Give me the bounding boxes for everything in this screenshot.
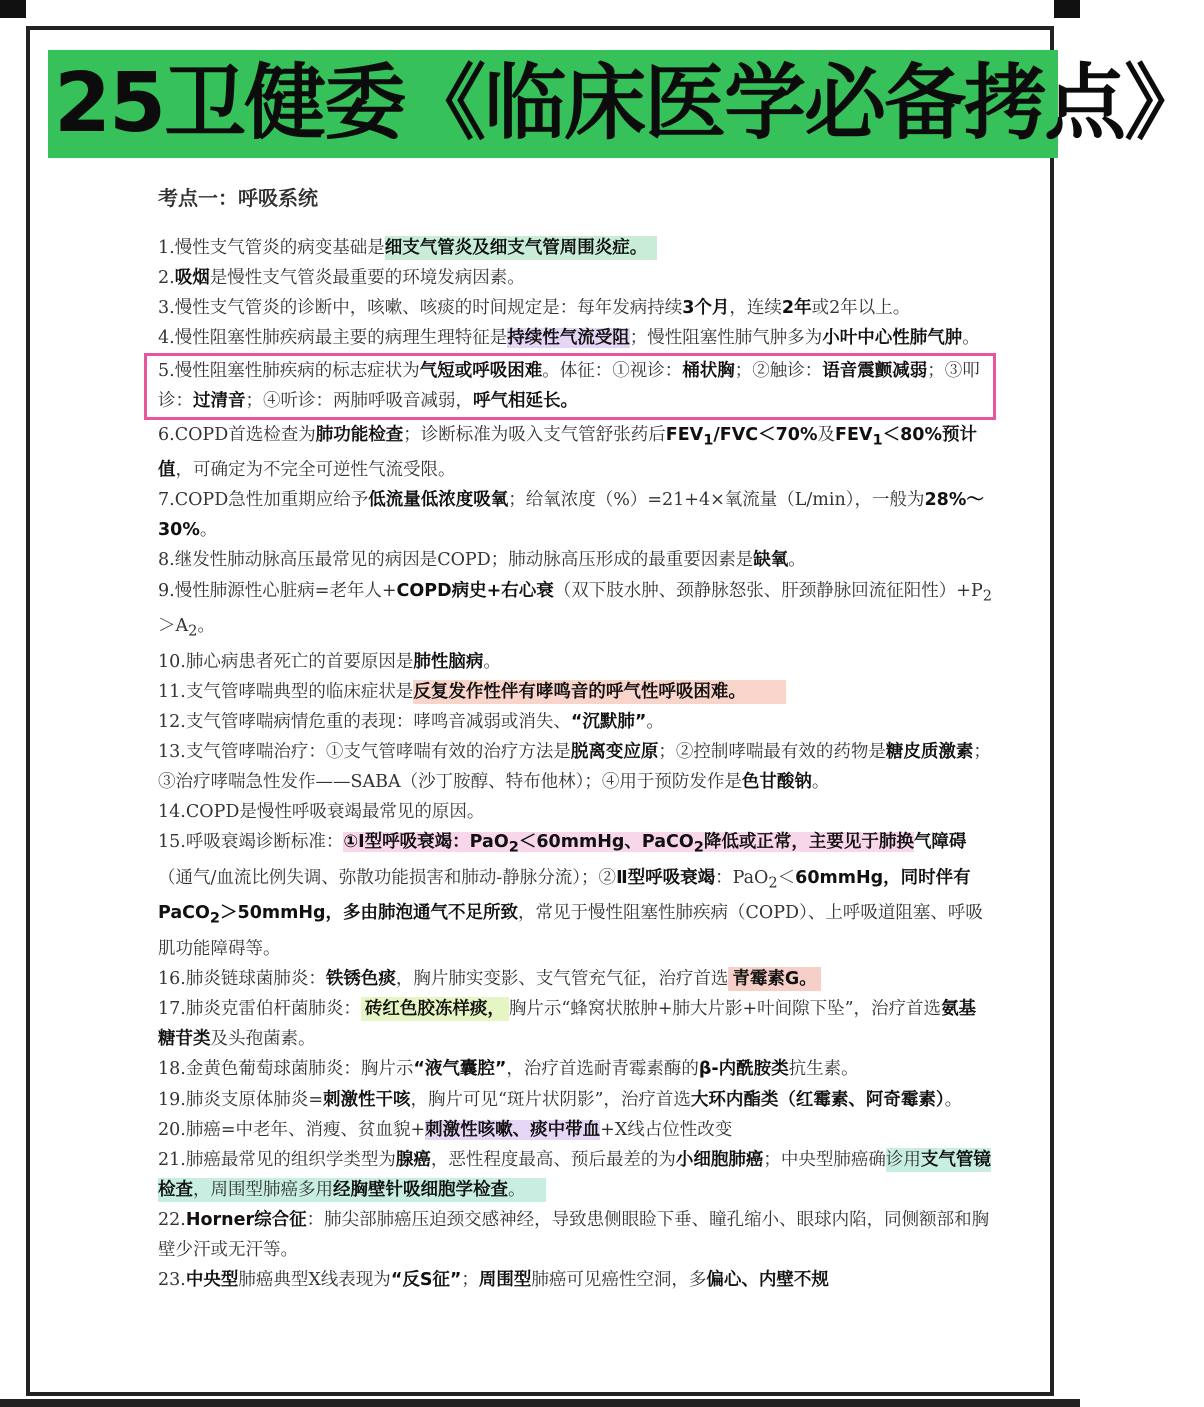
list-item: 13.支气管哮喘治疗：①支气管哮喘有效的治疗方法是脱离变应原；②控制哮喘最有效的药物是糖皮质激素；③治疗哮喘急性发作——SABA（沙丁胺醇、特布他林）；④用于预防发作是色甘酸钠。 bbox=[158, 742, 991, 793]
bottom-edge bbox=[0, 1399, 1080, 1407]
list-item: 23.中央型肺癌典型X线表现为“反S征”；周围型肺癌可见癌性空洞，多偏心、内壁不规 bbox=[158, 1270, 829, 1291]
list-item: 19.肺炎支原体肺炎=刺激性干咳，胸片可见“斑片状阴影”，治疗首选大环内酯类（红霉素、阿奇霉素）。 bbox=[158, 1089, 963, 1110]
list-item: 18.金黄色葡萄球菌肺炎：胸片示“液气囊腔”，治疗首选耐青霉素酶的β-内酰胺类抗生素。 bbox=[158, 1059, 859, 1080]
list-item-boxed: 5.慢性阻塞性肺疾病的标志症状为气短或呼吸困难。体征：①视诊：桶状胸；②触诊：语音震颤减弱；③叩诊：过清音；④听诊：两肺呼吸音减弱，呼气相延长。 bbox=[144, 353, 996, 419]
list-item: 7.COPD急性加重期应给予低流量低浓度吸氧；给氧浓度（%）=21+4×氧流量（L/min），一般为28%～30%。 bbox=[158, 490, 984, 541]
list-item: 6.COPD首选检查为肺功能检查；诊断标准为吸入支气管舒张药后$FEV_1/FVC<70\%$及$FEV_1<80\%$预计值，可确定为不完全可逆性气流受限。 bbox=[158, 424, 977, 481]
list-item: 21.肺癌最常见的组织学类型为腺癌，恶性程度最高、预后最差的为小细胞肺癌；中央型肺癌确诊用支气管镜检查，周围型肺癌多用经胸壁针吸细胞学检查。 bbox=[158, 1149, 991, 1200]
list-item: 11.支气管哮喘典型的临床症状是反复发作性伴有哮鸣音的呼气性呼吸困难。 bbox=[158, 677, 992, 707]
page-title: 25卫健委《临床医学必备拷点》 bbox=[54, 56, 1204, 151]
corner-mark-left bbox=[0, 0, 26, 18]
corner-mark-right bbox=[1054, 0, 1080, 18]
list-item: 9.慢性肺源性心脏病=老年人+COPD病史+右心衰（双下肢水肿、颈静脉怒张、肝颈静脉回流征阳性）$+P_2>A_2$。 bbox=[158, 580, 992, 640]
list-item: 8.继发性肺动脉高压最常见的病因是COPD；肺动脉高压形成的最重要因素是缺氧。 bbox=[158, 550, 806, 571]
item-list bbox=[158, 233, 992, 1295]
list-item: 4.慢性阻塞性肺疾病最主要的病理生理特征是持续性气流受阻；慢性阻塞性肺气肿多为小叶中心性肺气肿。 bbox=[158, 328, 980, 349]
list-item: 14.COPD是慢性呼吸衰竭最常见的原因。 bbox=[158, 802, 485, 823]
list-item: 10.肺心病患者死亡的首要原因是肺性脑病。 bbox=[158, 651, 501, 672]
list-item: 22.Horner综合征：肺尖部肺癌压迫颈交感神经，导致患侧眼睑下垂、瞳孔缩小、眼球内陷，同侧额部和胸壁少汗或无汗等。 bbox=[158, 1209, 990, 1260]
list-item: 15.呼吸衰竭诊断标准：①Ⅰ型呼吸衰竭：PaO$_2$＜60mmHg、PaCO$_2$降低或正常，主要见于肺换气障碍（通气/血流比例失调、弥散功能损害和肺动-静脉分流）；②Ⅱ型呼吸衰竭：PaO$_2$＜60mmHg，同时伴有PaCO$_2$＞50mmHg，多由肺泡通气不足所致，常见于慢性阻塞性肺疾病（COPD）、上呼吸道阻塞、呼吸肌功能障碍等。 bbox=[158, 832, 983, 960]
page-frame bbox=[26, 26, 1204, 1396]
section-title: 考点一：呼吸系统 bbox=[158, 186, 318, 210]
list-item: 1.慢性支气管炎的病变基础是细支气管炎及细支气管周围炎症。 bbox=[158, 233, 992, 263]
notes-content bbox=[158, 152, 992, 1295]
title-banner bbox=[48, 50, 1204, 158]
list-item: 20.肺癌=中老年、消瘦、贫血貌+刺激性咳嗽、痰中带血+X线占位性改变 bbox=[158, 1119, 733, 1140]
list-item: 12.支气管哮喘病情危重的表现：哮鸣音减弱或消失、“沉默肺”。 bbox=[158, 711, 664, 732]
list-item: 17.肺炎克雷伯杆菌肺炎： 砖红色胶冻样痰， 胸片示“蜂窝状脓肿+肺大片影+叶间隙下坠”，治疗首选氨基糖苷类及头孢菌素。 bbox=[158, 999, 977, 1050]
list-item: 16.肺炎链球菌肺炎：铁锈色痰，胸片肺实变影、支气管充气征，治疗首选 青霉素G。 bbox=[158, 964, 992, 994]
list-item: 3.慢性支气管炎的诊断中，咳嗽、咳痰的时间规定是：每年发病持续3个月，连续2年或2年以上。 bbox=[158, 298, 911, 319]
list-item: 2.吸烟是慢性支气管炎最重要的环境发病因素。 bbox=[158, 268, 525, 289]
